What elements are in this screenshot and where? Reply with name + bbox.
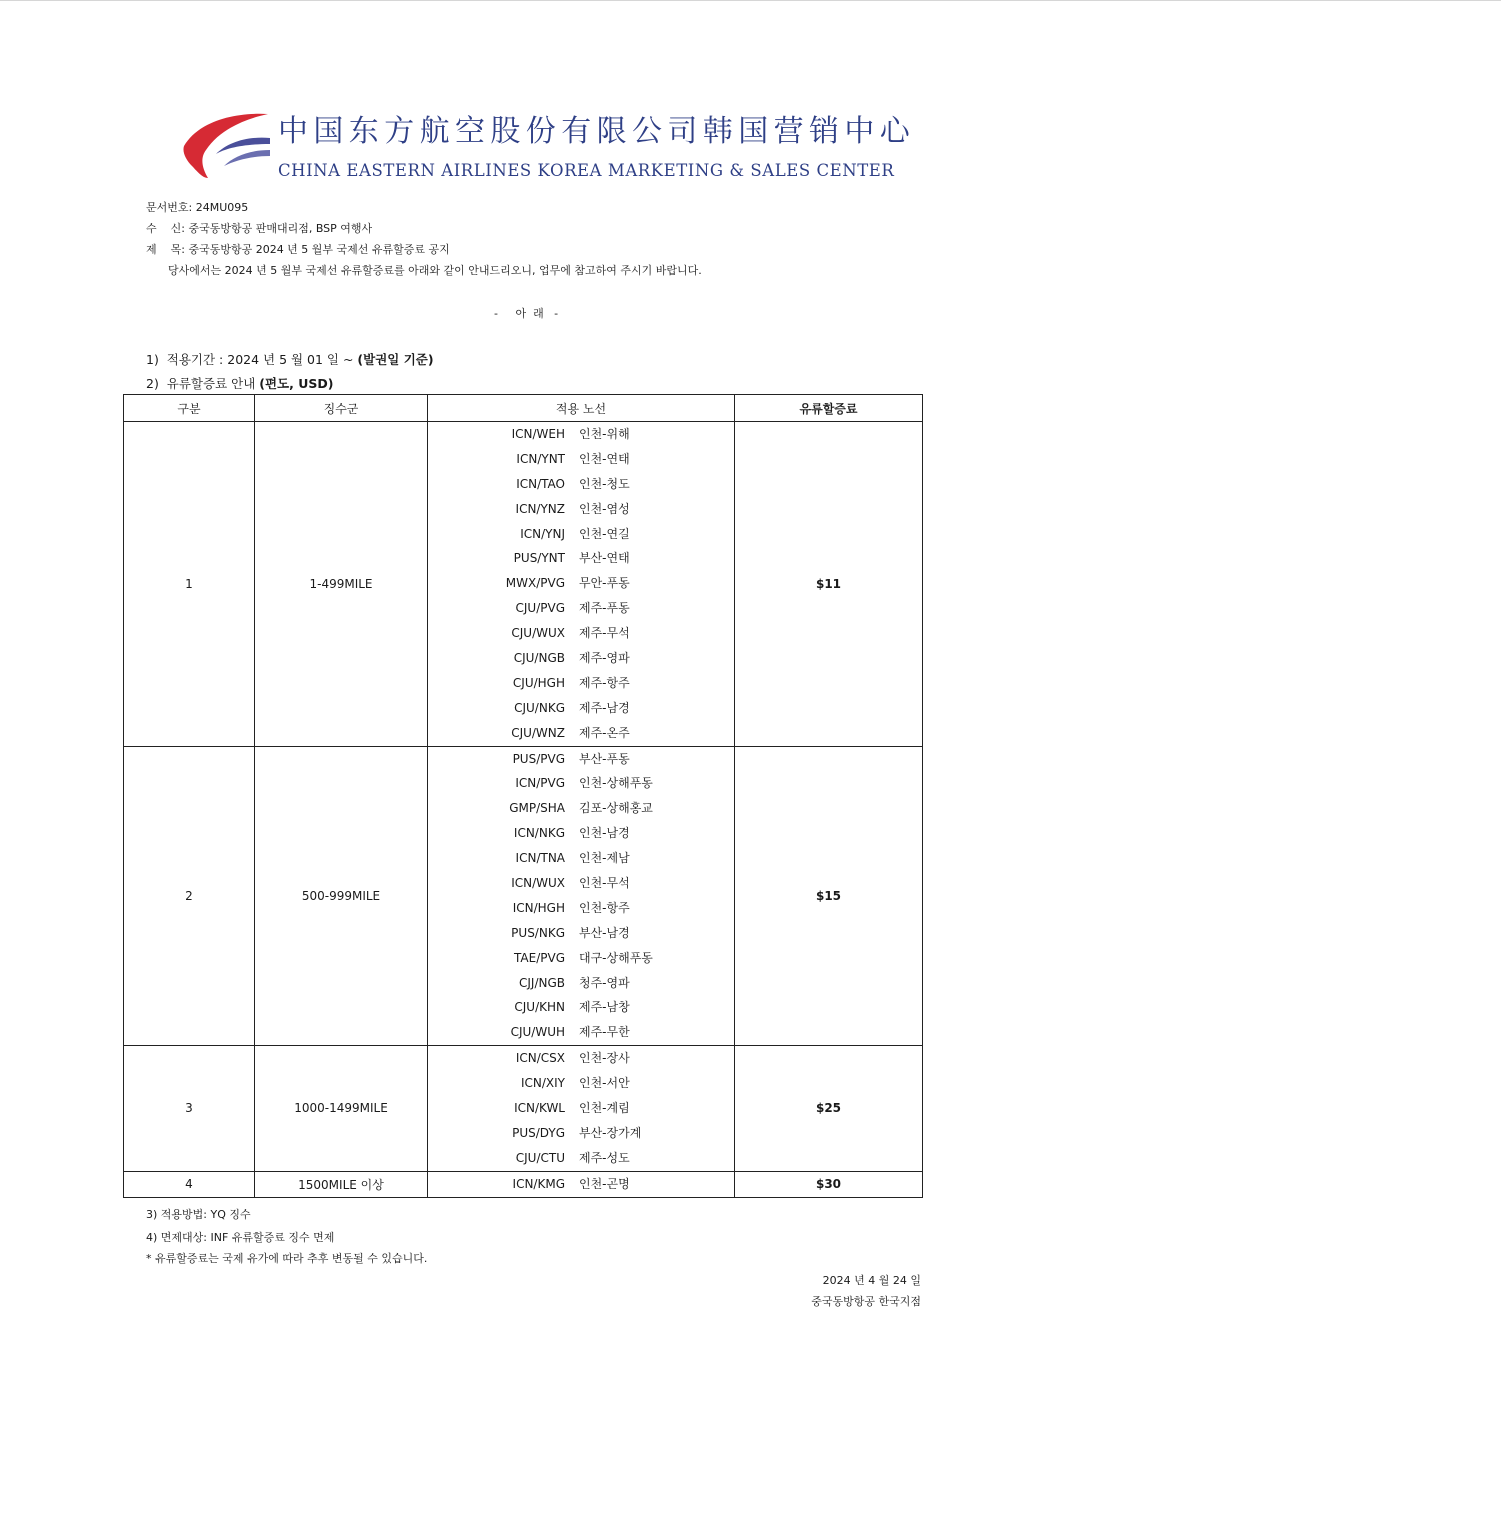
route-name: 인천-남경 bbox=[579, 826, 630, 841]
route-item bbox=[428, 796, 734, 821]
route-name: 제주-영파 bbox=[579, 651, 630, 666]
route-code: TAE/PVG bbox=[514, 950, 565, 965]
routes-cell bbox=[428, 1046, 735, 1171]
route-name: 청주-영파 bbox=[579, 975, 630, 990]
route-code: PUS/NKG bbox=[511, 925, 565, 940]
route-item bbox=[428, 1146, 734, 1171]
route-item bbox=[428, 621, 734, 646]
mileage-band-cell: 500-999MILE bbox=[255, 746, 428, 1046]
route-code: ICN/TNA bbox=[515, 851, 565, 866]
mileage-band-cell: 1000-1499MILE bbox=[255, 1046, 428, 1171]
route-name: 인천-상해푸동 bbox=[579, 776, 653, 791]
route-code: GMP/SHA bbox=[509, 801, 565, 816]
route-name: 제주-푸동 bbox=[579, 601, 630, 616]
route-item bbox=[428, 522, 734, 547]
route-name: 제주-남창 bbox=[579, 1000, 630, 1015]
route-name: 제주-무한 bbox=[579, 1025, 630, 1040]
page-top-border bbox=[0, 0, 1501, 1]
item-guide-unit: (편도, USD) bbox=[259, 376, 334, 391]
route-code: ICN/TAO bbox=[516, 476, 565, 491]
route-name: 부산-연태 bbox=[579, 551, 630, 566]
route-item bbox=[428, 1172, 734, 1197]
item-guide bbox=[146, 374, 333, 392]
route-item bbox=[428, 995, 734, 1020]
route-code: CJU/KHN bbox=[514, 1000, 565, 1015]
route-item bbox=[428, 821, 734, 846]
route-code: PUS/YNT bbox=[513, 551, 565, 566]
route-item bbox=[428, 896, 734, 921]
route-item bbox=[428, 596, 734, 621]
routes-cell bbox=[428, 422, 735, 747]
route-name: 제주-무석 bbox=[579, 626, 630, 641]
notice-heading: - 아 래 - bbox=[494, 307, 559, 320]
issue-date: 2024 년 4 월 24 일 bbox=[822, 1274, 921, 1287]
route-item bbox=[428, 646, 734, 671]
letterhead bbox=[178, 104, 916, 184]
route-name: 인천-곤명 bbox=[579, 1176, 630, 1191]
document-number: 문서번호: 24MU095 bbox=[146, 201, 249, 214]
header-mileage-band: 징수군 bbox=[255, 395, 428, 422]
intro-paragraph: 당사에서는 2024 년 5 월부 국제선 유류할증료를 아래와 같이 안내드리오니, 업무에 참고하여 주시기 바랍니다. bbox=[168, 264, 702, 277]
route-item bbox=[428, 497, 734, 522]
route-code: CJU/NGB bbox=[513, 651, 565, 666]
route-item bbox=[428, 571, 734, 596]
route-code: CJU/HGH bbox=[512, 675, 565, 690]
route-name: 인천-청도 bbox=[579, 476, 630, 491]
route-item bbox=[428, 671, 734, 696]
surcharge-cell: $25 bbox=[735, 1046, 923, 1171]
route-code: PUS/DYG bbox=[512, 1125, 565, 1140]
route-code: CJJ/NGB bbox=[518, 975, 565, 990]
route-item bbox=[428, 447, 734, 472]
route-name: 부산-남경 bbox=[579, 925, 630, 940]
route-item bbox=[428, 721, 734, 746]
route-item bbox=[428, 1121, 734, 1146]
item-period-basis: (발권일 기준) bbox=[357, 352, 434, 367]
route-code: ICN/YNT bbox=[516, 451, 565, 466]
route-code: ICN/NKG bbox=[513, 826, 565, 841]
route-item bbox=[428, 1096, 734, 1121]
mileage-band-cell: 1-499MILE bbox=[255, 422, 428, 747]
route-item bbox=[428, 846, 734, 871]
item-period-text: 1) 적용기간 : 2024 년 5 월 01 일 ~ bbox=[146, 352, 358, 367]
route-item bbox=[428, 921, 734, 946]
company-name-english: CHINA EASTERN AIRLINES KOREA MARKETING & SALES CENTER bbox=[278, 161, 895, 180]
table-row bbox=[124, 1046, 923, 1171]
route-item bbox=[428, 1020, 734, 1045]
company-name-chinese: 中国东方航空股份有限公司韩国营销中心 bbox=[278, 114, 916, 149]
route-code: ICN/KWL bbox=[514, 1101, 565, 1116]
route-item bbox=[428, 946, 734, 971]
route-name: 인천-항주 bbox=[579, 900, 630, 915]
route-item bbox=[428, 422, 734, 447]
route-name: 대구-상해푸동 bbox=[579, 950, 653, 965]
route-code: CJU/WUH bbox=[510, 1025, 565, 1040]
route-item bbox=[428, 771, 734, 796]
surcharge-cell: $30 bbox=[735, 1171, 923, 1197]
route-name: 인천-서안 bbox=[579, 1076, 630, 1091]
header-routes: 적용 노선 bbox=[428, 395, 735, 422]
route-item bbox=[428, 472, 734, 497]
route-code: MWX/PVG bbox=[505, 576, 565, 591]
route-code: CJU/NKG bbox=[514, 700, 565, 715]
route-name: 제주-항주 bbox=[579, 675, 630, 690]
routes-cell bbox=[428, 746, 735, 1046]
route-name: 인천-연태 bbox=[579, 451, 630, 466]
item-guide-text: 2) 유류할증료 안내 bbox=[146, 376, 260, 391]
route-name: 김포-상해홍교 bbox=[579, 801, 653, 816]
table-row bbox=[124, 422, 923, 747]
route-item bbox=[428, 1071, 734, 1096]
route-code: ICN/PVG bbox=[515, 776, 565, 791]
subject-line: 제 목: 중국동방항공 2024 년 5 월부 국제선 유류할증료 공지 bbox=[146, 243, 450, 256]
route-code: CJU/PVG bbox=[515, 601, 565, 616]
route-name: 부산-푸동 bbox=[579, 751, 630, 766]
category-cell: 3 bbox=[124, 1046, 255, 1171]
route-item bbox=[428, 1046, 734, 1071]
route-code: CJU/WUX bbox=[511, 626, 565, 641]
table-body bbox=[124, 422, 923, 1198]
route-name: 인천-염성 bbox=[579, 501, 630, 516]
route-code: ICN/YNJ bbox=[520, 526, 565, 541]
header-surcharge: 유류할증료 bbox=[735, 395, 923, 422]
route-item bbox=[428, 971, 734, 996]
route-code: ICN/HGH bbox=[512, 900, 565, 915]
route-code: ICN/YNZ bbox=[515, 501, 565, 516]
route-item bbox=[428, 546, 734, 571]
route-name: 부산-장가계 bbox=[579, 1125, 642, 1140]
route-name: 인천-제남 bbox=[579, 851, 630, 866]
header-category: 구분 bbox=[124, 395, 255, 422]
route-name: 인천-연길 bbox=[579, 526, 630, 541]
route-code: PUS/PVG bbox=[512, 751, 565, 766]
route-code: ICN/XIY bbox=[520, 1076, 565, 1091]
route-name: 제주-남경 bbox=[579, 700, 630, 715]
route-name: 인천-계림 bbox=[579, 1101, 630, 1116]
surcharge-cell: $11 bbox=[735, 422, 923, 747]
mileage-band-cell: 1500MILE 이상 bbox=[255, 1171, 428, 1197]
route-name: 인천-장사 bbox=[579, 1051, 630, 1066]
item-exempt: 4) 면제대상: INF 유류할증료 징수 면제 bbox=[146, 1231, 335, 1244]
surcharge-cell: $15 bbox=[735, 746, 923, 1046]
category-cell: 1 bbox=[124, 422, 255, 747]
route-name: 인천-위해 bbox=[579, 427, 630, 441]
china-eastern-swallow-logo-icon bbox=[178, 108, 270, 180]
route-code: CJU/CTU bbox=[515, 1150, 565, 1165]
table-row bbox=[124, 1171, 923, 1197]
table-row bbox=[124, 746, 923, 1046]
routes-cell bbox=[428, 1171, 735, 1197]
issuing-office: 중국동방항공 한국지점 bbox=[811, 1295, 921, 1308]
route-code: ICN/CSX bbox=[515, 1051, 565, 1066]
recipient-line: 수 신: 중국동방항공 판매대리점, BSP 여행사 bbox=[146, 222, 373, 235]
route-item bbox=[428, 696, 734, 721]
route-code: ICN/WEH bbox=[511, 427, 565, 441]
footnote: * 유류할증료는 국제 유가에 따라 추후 변동될 수 있습니다. bbox=[146, 1252, 428, 1265]
route-item bbox=[428, 871, 734, 896]
table-header-row bbox=[124, 395, 923, 422]
fuel-surcharge-table bbox=[123, 394, 923, 1198]
route-item bbox=[428, 747, 734, 772]
item-method: 3) 적용방법: YQ 징수 bbox=[146, 1208, 251, 1221]
route-name: 제주-성도 bbox=[579, 1150, 630, 1165]
route-code: ICN/WUX bbox=[511, 876, 565, 891]
item-period bbox=[146, 350, 434, 368]
route-code: CJU/WNZ bbox=[511, 725, 565, 740]
route-name: 인천-무석 bbox=[579, 876, 630, 891]
route-name: 무안-푸동 bbox=[579, 576, 630, 591]
category-cell: 2 bbox=[124, 746, 255, 1046]
category-cell: 4 bbox=[124, 1171, 255, 1197]
route-code: ICN/KMG bbox=[512, 1176, 565, 1191]
route-name: 제주-온주 bbox=[579, 725, 630, 740]
